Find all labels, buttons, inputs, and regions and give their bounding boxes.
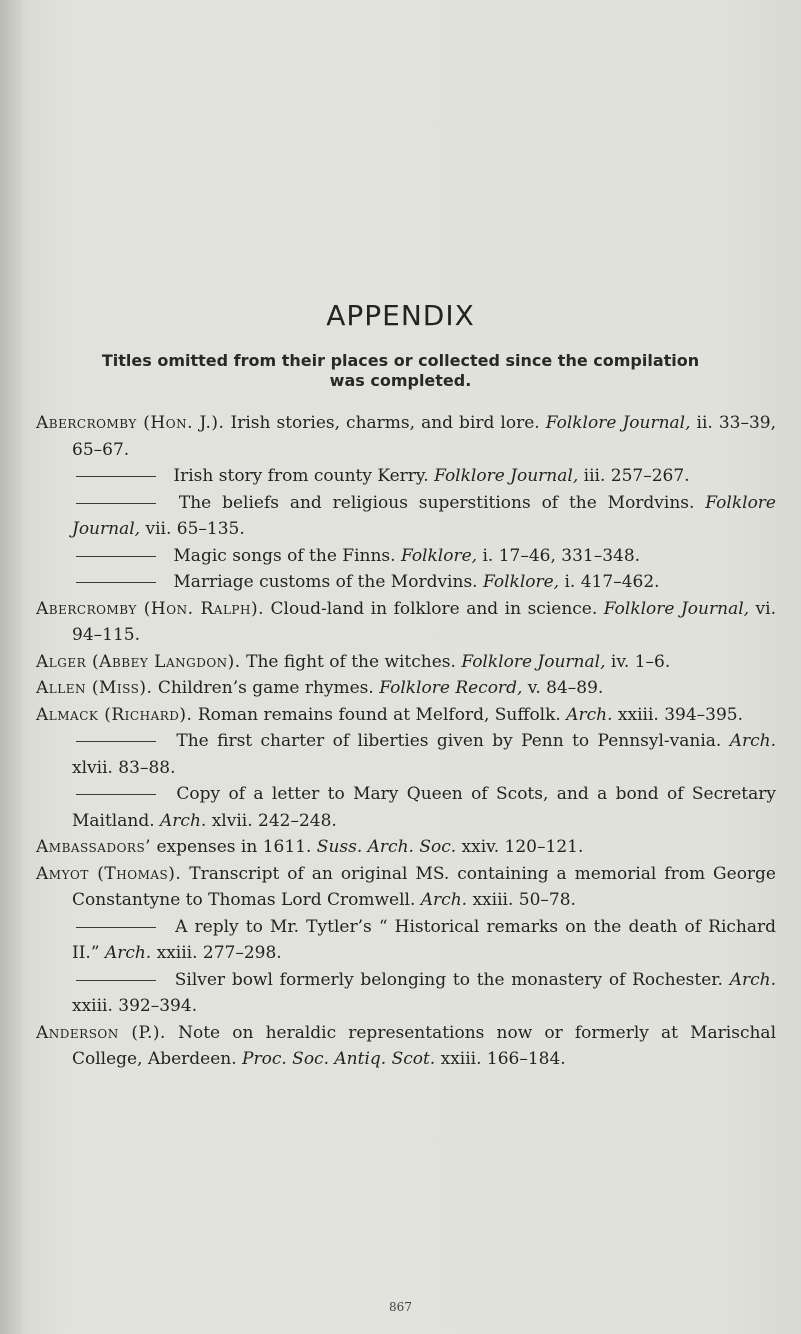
- entry-title: Cloud-land in folklore and in science.: [264, 598, 604, 619]
- entry-title: Roman remains found at Melford, Suffolk.: [192, 704, 567, 725]
- entry-source: Folklore Journal,: [603, 598, 750, 619]
- entry-author: Almack (Richard).: [36, 704, 193, 725]
- entry-reference: xxiv. 120–121.: [456, 837, 584, 857]
- entry-title: expenses in 1611.: [151, 837, 317, 857]
- entry-author: Ambassadors’: [36, 837, 152, 857]
- bibliography-entry: [36, 834, 776, 861]
- entry-title: Magic songs of the Finns.: [168, 545, 401, 566]
- entry-source: Folklore Journal,: [434, 466, 579, 486]
- bibliography-entry: [36, 569, 776, 596]
- ditto-dash: [76, 794, 156, 795]
- bibliography-entry: [36, 728, 776, 781]
- entry-title: Transcript of an original MS. containing a memorial from George Constantyne to Thomas Lord Cromwell.: [72, 863, 776, 910]
- entry-author: Alger (Abbey Langdon).: [36, 651, 241, 672]
- ditto-dash: [76, 980, 156, 981]
- entry-reference: xlvii. 242–248.: [206, 810, 337, 831]
- entry-author: Amyot (Thomas).: [36, 863, 182, 884]
- entry-source: Folklore Journal,: [461, 651, 606, 672]
- entry-source: Arch.: [104, 943, 152, 963]
- bibliography-entry: [36, 596, 776, 649]
- entry-title: Irish story from county Kerry.: [168, 466, 435, 486]
- entry-source: Folklore Record,: [379, 678, 523, 698]
- entry-reference: xxiii. 392–394.: [72, 996, 198, 1016]
- subtitle-line-2: was completed.: [329, 371, 472, 390]
- bibliography-entry: [36, 463, 776, 490]
- entry-reference: iii. 257–267.: [578, 466, 690, 486]
- bibliography-entry: [36, 1020, 776, 1073]
- entry-source: Arch.: [729, 969, 776, 990]
- ditto-dash: [76, 927, 156, 928]
- entry-reference: vi. 94–115.: [72, 598, 777, 645]
- entry-reference: xlvii. 83–88.: [72, 757, 176, 778]
- entry-source: Arch.: [420, 890, 468, 910]
- entry-reference: xxiii. 277–298.: [151, 943, 282, 963]
- entry-reference: xxiii. 50–78.: [467, 890, 576, 910]
- entry-reference: i. 417–462.: [559, 572, 660, 592]
- entry-author: Allen (Miss).: [36, 678, 153, 698]
- ditto-dash: [76, 476, 156, 477]
- bibliography-list: [36, 410, 776, 1073]
- entry-author: Abercromby (Hon. Ralph).: [36, 598, 264, 619]
- bibliography-entry: [36, 490, 776, 543]
- entry-reference: i. 17–46, 331–348.: [477, 545, 641, 566]
- entry-title: The first charter of liberties given by Penn to Pennsyl-vania.: [168, 731, 730, 751]
- ditto-dash: [76, 582, 156, 583]
- entry-title: A reply to Mr. Tytler’s “ Historical remarks on the death of Richard II.”: [72, 916, 776, 963]
- entry-reference: xxiii. 166–184.: [435, 1049, 566, 1069]
- entry-title: The fight of the witches.: [240, 651, 462, 672]
- entry-source: Arch.: [729, 731, 776, 751]
- entry-title: Marriage customs of the Mordvins.: [168, 572, 483, 592]
- entry-source: Folklore Journal,: [72, 492, 776, 539]
- ditto-dash: [76, 741, 156, 742]
- entry-reference: xxiii. 394–395.: [612, 704, 744, 725]
- page-gutter-shadow: [0, 0, 22, 1334]
- entry-author: Anderson (P.).: [36, 1022, 166, 1043]
- entry-title: Silver bowl formerly belonging to the monastery of Rochester.: [168, 969, 730, 990]
- subtitle-line-1: Titles omitted from their places or collected since the compilation: [101, 351, 700, 370]
- entry-reference: ii. 33–39, 65–67.: [72, 413, 777, 460]
- appendix-subtitle: [0, 351, 801, 391]
- entry-source: Folklore,: [482, 572, 560, 592]
- entry-source: Arch.: [566, 704, 613, 725]
- bibliography-entry: [36, 781, 776, 834]
- appendix-heading: APPENDIX: [326, 299, 475, 332]
- entry-title: Note on heraldic representations now or formerly at Marischal College, Aberdeen.: [72, 1022, 777, 1069]
- bibliography-entry: [36, 543, 776, 570]
- entry-title: Children’s game rhymes.: [152, 678, 380, 698]
- entry-source: Arch.: [160, 810, 207, 831]
- bibliography-entry: [36, 702, 776, 729]
- bibliography-entry: [36, 861, 776, 914]
- bibliography-entry: [36, 410, 776, 463]
- entry-reference: v. 84–89.: [522, 678, 604, 698]
- entry-reference: vii. 65–135.: [140, 519, 245, 539]
- bibliography-entry: [36, 675, 776, 702]
- entry-source: Proc. Soc. Antiq. Scot.: [242, 1049, 436, 1069]
- entry-title: The beliefs and religious superstitions of the Mordvins.: [168, 492, 706, 513]
- entry-reference: iv. 1–6.: [605, 651, 671, 672]
- entry-title: Copy of a letter to Mary Queen of Scots, and a bond of Secretary Maitland.: [72, 784, 776, 831]
- ditto-dash: [76, 503, 156, 504]
- entry-source: Folklore Journal,: [545, 413, 691, 433]
- entry-title: Irish stories, charms, and bird lore.: [224, 413, 546, 433]
- bibliography-entry: [36, 649, 776, 676]
- entry-author: Abercromby (Hon. J.).: [36, 413, 225, 433]
- page-number: 867: [389, 1300, 412, 1314]
- entry-source: Suss. Arch. Soc.: [316, 837, 457, 857]
- ditto-dash: [76, 556, 156, 557]
- bibliography-entry: [36, 967, 776, 1020]
- entry-source: Folklore,: [400, 545, 478, 566]
- bibliography-entry: [36, 914, 776, 967]
